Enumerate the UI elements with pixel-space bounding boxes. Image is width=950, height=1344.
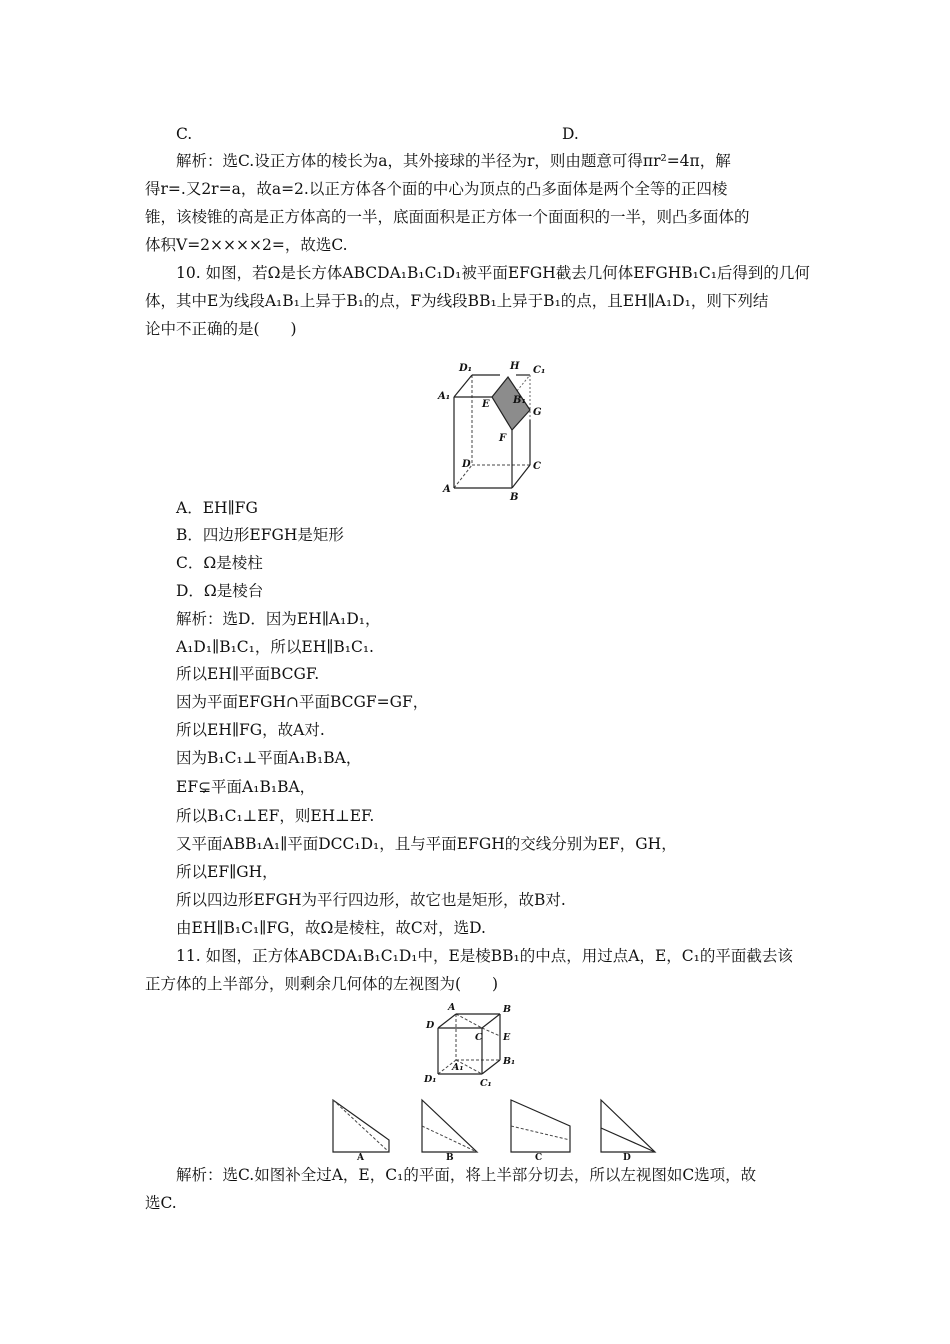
q9-solution-line-2: 得r=.又2r=a，故a=2.以正方体各个面的中心为顶点的凸多面体是两个全等的正四棱	[145, 180, 728, 198]
label-d1: D₁	[459, 363, 473, 374]
label-a1: A₁	[438, 391, 451, 402]
label-b: B	[503, 1004, 512, 1015]
label-c1: C₁	[480, 1078, 492, 1089]
choice-b-label: B	[446, 1153, 454, 1160]
q10-solution-line-6: 因为B₁C₁⊥平面A₁B₁BA，	[176, 749, 362, 767]
q11-cube-figure	[420, 1000, 530, 1090]
label-d: D	[462, 459, 471, 470]
q10-solution-line-3: 所以EH∥平面BCGF.	[176, 665, 320, 683]
q10-option-a: A．EH∥FG	[176, 499, 258, 517]
label-c1: C₁	[533, 365, 546, 376]
label-d: D	[426, 1020, 435, 1031]
q9-solution-line-1: 解析：选C.设正方体的棱长为a，其外接球的半径为r，则由题意可得πr²=4π，解	[176, 152, 731, 170]
q10-stem-line-1: 10. 如图，若Ω是长方体ABCDA₁B₁C₁D₁被平面EFGH截去几何体EFGHB₁C₁后得到的几何	[176, 264, 810, 282]
label-b1: B₁	[513, 395, 526, 406]
q11-stem-line-1: 11. 如图，正方体ABCDA₁B₁C₁D₁中，E是棱BB₁的中点，用过点A，E，C₁的平面截去该	[176, 947, 793, 965]
q10-option-d: D．Ω是棱台	[176, 582, 264, 600]
choice-c-figure	[511, 1100, 570, 1160]
label-c: C	[533, 461, 541, 472]
option-c: C.	[176, 125, 193, 143]
label-b1: B₁	[503, 1056, 516, 1067]
choice-b-figure	[422, 1100, 477, 1160]
label-e: E	[503, 1032, 511, 1043]
q10-solution-line-10: 所以EF∥GH，	[176, 863, 278, 881]
q11-solution-line-1: 解析：选C.如图补全过A，E，C₁的平面，将上半部分切去，所以左视图如C选项，故	[176, 1166, 757, 1184]
q10-solution-line-7: EF⊊平面A₁B₁BA，	[176, 778, 316, 796]
q9-solution-line-4: 体积V=2××××2=，故选C.	[145, 236, 348, 254]
q10-solution-line-5: 所以EH∥FG，故A对.	[176, 721, 325, 739]
choice-d-figure	[601, 1100, 655, 1160]
q10-solution-line-1: 解析：选D．因为EH∥A₁D₁，	[176, 610, 381, 628]
q10-cuboid-figure	[430, 355, 560, 505]
q10-option-b: B．四边形EFGH是矩形	[176, 526, 344, 544]
q10-option-c: C．Ω是棱柱	[176, 554, 263, 572]
q10-stem-line-2: 体，其中E为线段A₁B₁上异于B₁的点，F为线段BB₁上异于B₁的点，且EH∥A₁D₁，则下列结	[145, 292, 769, 310]
label-a: A	[443, 484, 451, 495]
label-f: F	[499, 433, 507, 444]
q10-solution-line-9: 又平面ABB₁A₁∥平面DCC₁D₁，且与平面EFGH的交线分别为EF，GH，	[176, 835, 677, 853]
q10-solution-line-4: 因为平面EFGH∩平面BCGF=GF，	[176, 693, 429, 711]
label-e: E	[482, 399, 490, 410]
q10-solution-line-12: 由EH∥B₁C₁∥FG，故Ω是棱柱，故C对，选D.	[176, 919, 486, 937]
q11-choice-figures	[325, 1090, 665, 1160]
q9-solution-line-3: 锥，该棱锥的高是正方体高的一半，底面面积是正方体一个面面积的一半，则凸多面体的	[145, 208, 750, 226]
choice-a-label: A	[357, 1153, 364, 1160]
q11-stem-line-2: 正方体的上半部分，则剩余几何体的左视图为( )	[145, 975, 499, 993]
q10-solution-line-8: 所以B₁C₁⊥EF，则EH⊥EF.	[176, 807, 375, 825]
q10-stem-line-3: 论中不正确的是( )	[145, 320, 297, 338]
choice-a-figure	[333, 1100, 389, 1160]
label-a: A	[448, 1002, 456, 1013]
q10-solution-line-11: 所以四边形EFGH为平行四边形，故它也是矩形，故B对.	[176, 891, 566, 909]
choice-c-label: C	[535, 1153, 543, 1160]
label-b: B	[510, 492, 519, 503]
choice-d-label: D	[623, 1153, 631, 1160]
label-d1: D₁	[424, 1074, 437, 1085]
q10-solution-line-2: A₁D₁∥B₁C₁，所以EH∥B₁C₁.	[176, 638, 374, 656]
q11-solution-line-2: 选C.	[145, 1194, 177, 1212]
label-g: G	[533, 407, 542, 418]
label-a1: A₁	[452, 1062, 464, 1073]
label-c: C	[475, 1032, 483, 1043]
option-d: D.	[562, 125, 579, 143]
label-h: H	[510, 361, 520, 372]
